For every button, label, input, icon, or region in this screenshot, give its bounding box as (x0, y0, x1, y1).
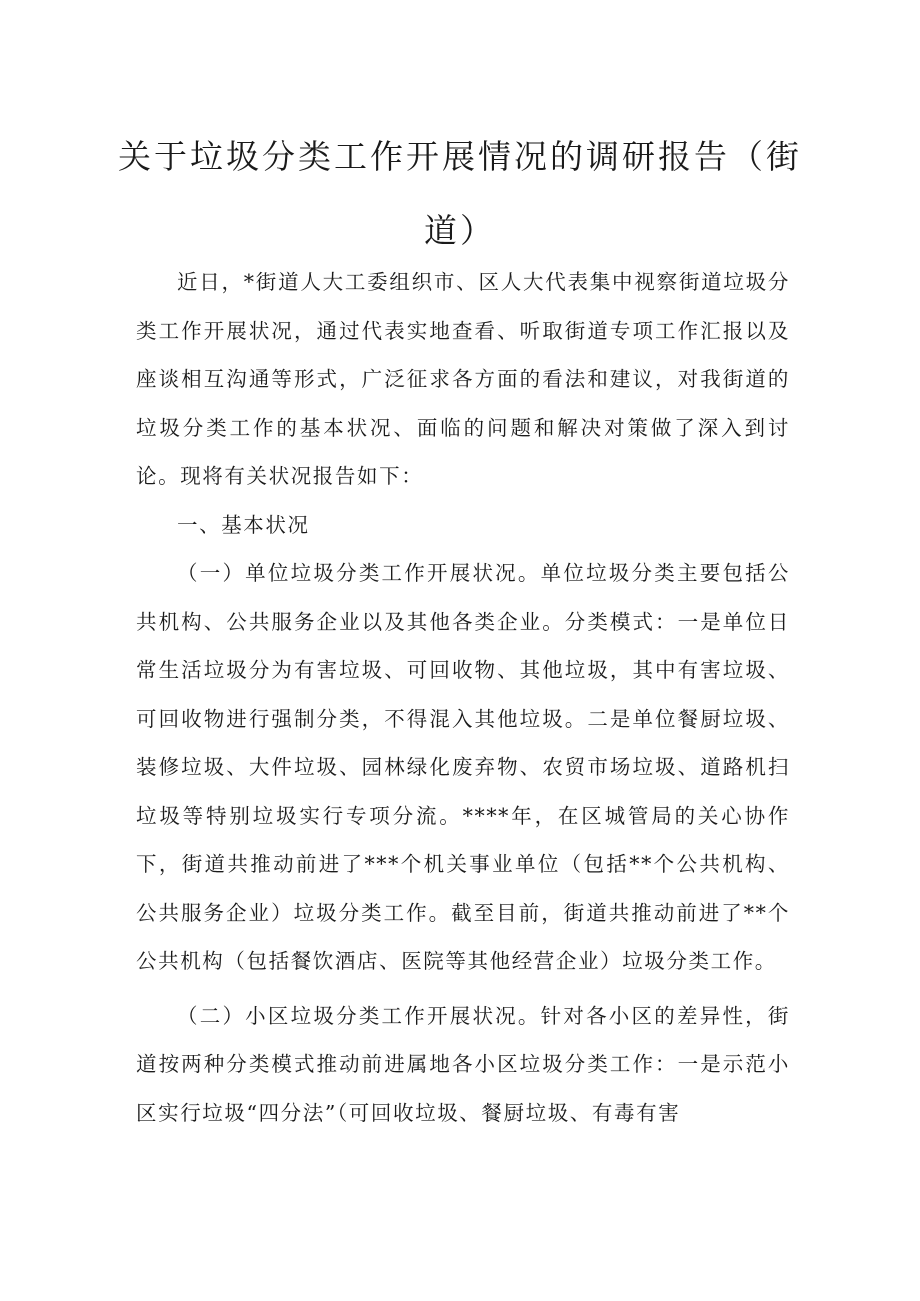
document-title-line-1: 关于垃圾分类工作开展情况的调研报告（街 (118, 137, 802, 176)
paragraph-unit-classification: （一）单位垃圾分类工作开展状况。单位垃圾分类主要包括公共机构、公共服务企业以及其他各类企业。分类模式：一是单位日常生活垃圾分为有害垃圾、可回收物、其他垃圾，其中有害垃圾、可回收物进行强制分类，不得混入其他垃圾。二是单位餐厨垃圾、装修垃圾、大件垃圾、园林绿化废弃物、农贸市场垃圾、道路机扫垃圾等特别垃圾实行专项分流。****年，在区城管局的关心协作下，街道共推动前进了***个机关事业单位（包括**个公共机构、公共服务企业）垃圾分类工作。截至目前，街道共推动前进了**个公共机构（包括餐饮酒店、医院等其他经营企业）垃圾分类工作。 (136, 561, 790, 973)
paragraph-community-classification: （二）小区垃圾分类工作开展状况。针对各小区的差异性，街道按两种分类模式推动前进属地各小区垃圾分类工作：一是示范小区实行垃圾“四分法”（可回收垃圾、餐厨垃圾、有毒有害 (136, 1003, 790, 1125)
document-title-line-2: 道） (424, 211, 496, 250)
document-body (136, 258, 790, 1137)
paragraph-intro: 近日，*街道人大工委组织市、区人大代表集中视察街道垃圾分类工作开展状况，通过代表实地查看、听取街道专项工作汇报以及座谈相互沟通等形式，广泛征求各方面的看法和建议，对我街道的垃圾分类工作的基本状况、面临的问题和解决对策做了深入到讨论。现将有关状况报告如下： (136, 270, 790, 488)
section-heading-basic-status: 一、基本状况 (177, 512, 310, 537)
document-title (0, 122, 920, 266)
